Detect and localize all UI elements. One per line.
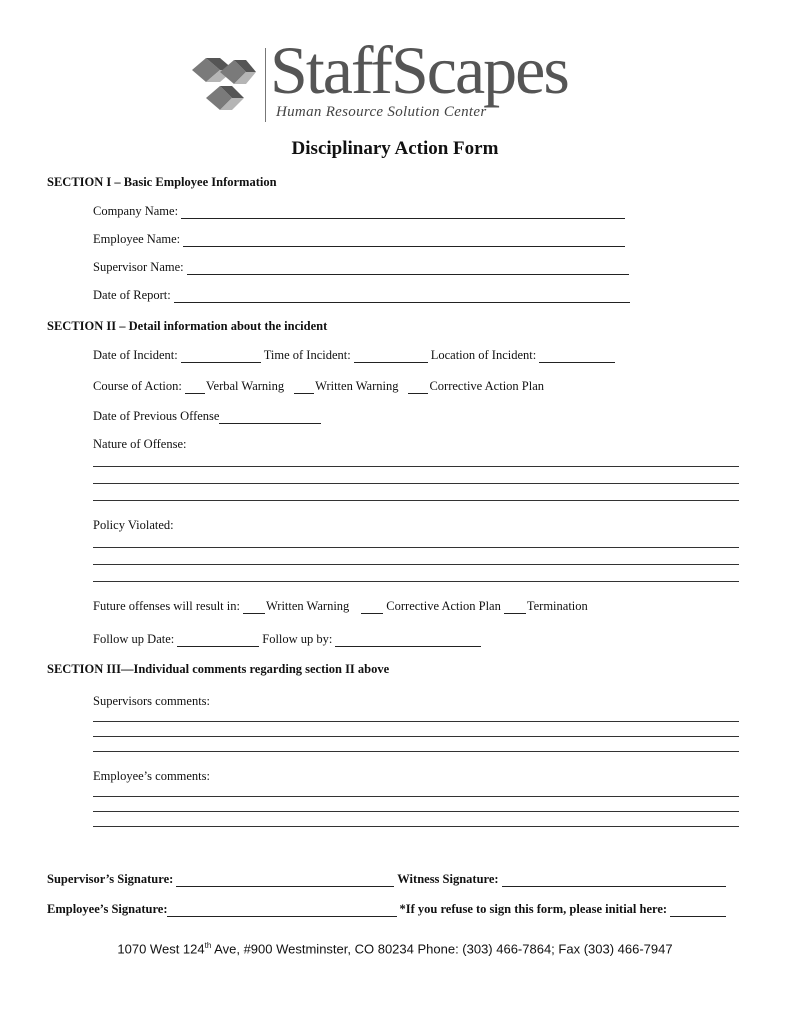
follow-up-row [93, 632, 484, 647]
section-2-heading: SECTION II – Detail information about the incident [47, 319, 328, 333]
employee-name-row [93, 232, 628, 247]
policy-violated-label: Policy Violated: [93, 518, 174, 532]
course-of-action-label: Course of Action: [93, 379, 182, 393]
written-warning-option: Written Warning [315, 379, 399, 393]
previous-offense-row [93, 409, 324, 424]
written-warning-check[interactable] [294, 382, 314, 394]
employee-comments-label-row [93, 769, 210, 784]
incident-row [93, 348, 618, 363]
address-contact: Ave, #900 Westminster, CO 80234 Phone: (303) 466-7864; Fax (303) 466-7947 [211, 941, 673, 957]
course-of-action-row [93, 379, 544, 394]
form-title: Disciplinary Action Form [291, 138, 499, 159]
supervisor-comments-label-row [93, 694, 210, 709]
date-of-report-field[interactable] [174, 291, 630, 303]
nature-of-offense-line-1[interactable] [93, 466, 739, 467]
address-street: 1070 West 124 [117, 941, 205, 957]
supervisor-witness-signature-row [47, 872, 729, 887]
refuse-initials-field[interactable] [670, 905, 726, 917]
follow-up-by-label: Follow up by: [262, 632, 333, 646]
refuse-to-sign-label: *If you refuse to sign this form, please initial here: [399, 902, 668, 916]
company-name-row [93, 204, 628, 219]
company-name-label: Company Name: [93, 204, 179, 218]
future-termination-option: Termination [526, 599, 588, 613]
employee-comments-line-3[interactable] [93, 826, 739, 827]
future-offenses-row [93, 599, 588, 614]
section-3-heading: SECTION III—Individual comments regarding section II above [47, 662, 390, 676]
nature-of-offense-line-3[interactable] [93, 500, 739, 501]
future-corrective-action-plan-check[interactable] [361, 602, 383, 614]
employee-comments-line-1[interactable] [93, 796, 739, 797]
location-of-incident-label: Location of Incident: [430, 348, 537, 362]
brand-name: StaffScapes [270, 32, 568, 108]
future-written-warning-option: Written Warning [265, 599, 350, 613]
follow-up-date-label: Follow up Date: [93, 632, 175, 646]
brand-tagline: Human Resource Solution Center [276, 104, 487, 120]
nature-of-offense-label: Nature of Offense: [93, 437, 187, 451]
logo-divider [265, 48, 266, 122]
follow-up-date-field[interactable] [177, 635, 259, 647]
employee-signature-row [47, 902, 729, 917]
section-1-heading: SECTION I – Basic Employee Information [47, 175, 277, 189]
nature-of-offense-line-2[interactable] [93, 483, 739, 484]
supervisor-name-label: Supervisor Name: [93, 260, 184, 274]
location-of-incident-field[interactable] [539, 351, 615, 363]
date-of-incident-field[interactable] [181, 351, 261, 363]
future-termination-check[interactable] [504, 602, 526, 614]
date-of-incident-label: Date of Incident: [93, 348, 178, 362]
corrective-action-plan-check[interactable] [408, 382, 428, 394]
follow-up-by-field[interactable] [335, 635, 481, 647]
witness-signature-field[interactable] [502, 875, 726, 887]
policy-violated-line-3[interactable] [93, 581, 739, 582]
supervisor-signature-label: Supervisor’s Signature: [47, 872, 174, 886]
supervisor-comments-line-1[interactable] [93, 721, 739, 722]
future-offenses-label: Future offenses will result in: [93, 599, 240, 613]
policy-violated-line-1[interactable] [93, 547, 739, 548]
witness-signature-label: Witness Signature: [397, 872, 499, 886]
verbal-warning-option: Verbal Warning [205, 379, 285, 393]
employee-signature-field[interactable] [167, 905, 397, 917]
supervisor-comments-label: Supervisors comments: [93, 694, 211, 708]
verbal-warning-check[interactable] [185, 382, 205, 394]
employee-name-label: Employee Name: [93, 232, 181, 246]
policy-violated-label-row [93, 518, 174, 533]
employee-name-field[interactable] [183, 235, 625, 247]
supervisor-name-row [93, 260, 632, 275]
corrective-action-plan-option: Corrective Action Plan [429, 379, 545, 393]
future-corrective-action-plan-option: Corrective Action Plan [386, 599, 501, 613]
time-of-incident-label: Time of Incident: [263, 348, 351, 362]
supervisor-comments-line-2[interactable] [93, 736, 739, 737]
nature-of-offense-label-row [93, 437, 186, 452]
supervisor-name-field[interactable] [187, 263, 629, 275]
employee-comments-label: Employee’s comments: [93, 769, 210, 783]
employee-comments-line-2[interactable] [93, 811, 739, 812]
previous-offense-field[interactable] [219, 412, 321, 424]
footer-address [0, 941, 790, 956]
stacked-cubes-icon [190, 54, 258, 114]
address-ordinal: th [204, 941, 212, 950]
policy-violated-line-2[interactable] [93, 564, 739, 565]
date-of-report-row [93, 288, 633, 303]
previous-offense-label: Date of Previous Offense [93, 409, 220, 423]
company-name-field[interactable] [181, 207, 625, 219]
time-of-incident-field[interactable] [354, 351, 428, 363]
supervisor-comments-line-3[interactable] [93, 751, 739, 752]
supervisor-signature-field[interactable] [176, 875, 394, 887]
future-written-warning-check[interactable] [243, 602, 265, 614]
date-of-report-label: Date of Report: [93, 288, 171, 302]
employee-signature-label: Employee’s Signature: [47, 902, 168, 916]
